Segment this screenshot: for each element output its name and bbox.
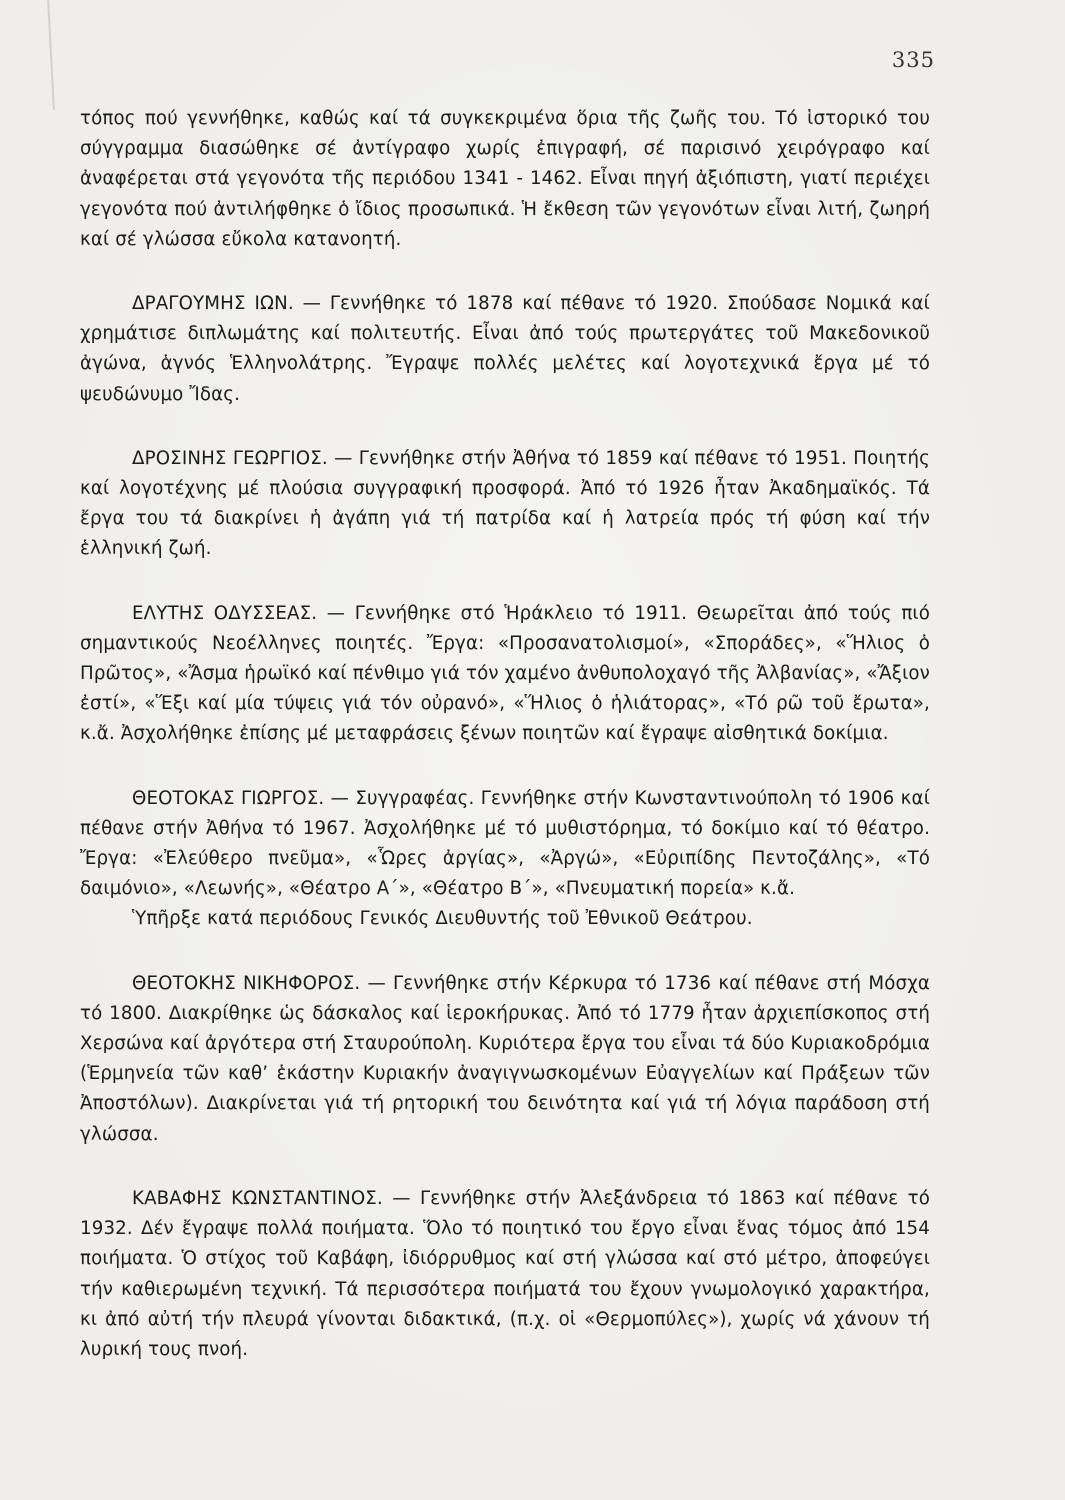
entry-text: ΚΑΒΑΦΗΣ ΚΩΝΣΤΑΝΤΙΝΟΣ. — Γεννήθηκε στήν Ἀλεξάνδρεια τό 1863 καί πέθανε τό 1932. Δέν ἔγραψε πολλά ποιήματα. Ὅλο τό ποιητικό του ἔργο εἶναι ἕνας τόμος ἀπό 154 ποιήματα. Ὁ στίχος τοῦ Καβάφη, ἰδιόρρυθμος καί στή γλώσσα καί στό μέτρο, ἀποφεύγει τήν καθιερωμένη τεχνική. Τά περισσότερα ποιήματά του ἔχουν γνωμολογικό χαρακτήρα, κι ἀπό αὐτή τήν πλευρά γίνονται διδακτικά, (π.χ. οἱ «Θερμοπύλες»), χωρίς νά χάνουν τή λυρική τους πνοή.: [80, 1187, 930, 1360]
opening-paragraph: τόπος πού γεννήθηκε, καθώς καί τά συγκεκριμένα ὅρια τῆς ζωῆς του. Τό ἱστορικό του σύγγραμμα διασώθηκε σέ ἀντίγραφο χωρίς ἐπιγραφή, σέ παρισινό χειρόγραφο καί ἀναφέρεται στά γεγονότα τῆς περιόδου 1341 - 1462. Εἶναι πηγή ἀξιόπιστη, γιατί περιέχει γεγονότα πού ἀντιλήφθηκε ὁ ἴδιος προσωπικά. Ἡ ἔκθεση τῶν γεγονότων εἶναι λιτή, ζωηρή καί σέ γλώσσα εὔκολα κατανοητή.: [80, 108, 930, 250]
text-column: [80, 104, 930, 1365]
entry-theotokas: [80, 784, 930, 935]
entry-drosinis: [80, 444, 930, 565]
entry-text: ΕΛΥΤΗΣ ΟΔΥΣΣΕΑΣ. — Γεννήθηκε στό Ἡράκλειο τό 1911. Θεωρεῖται ἀπό τούς πιό σημαντικούς Νεοέλληνες ποιητές. Ἔργα: «Προσανατολισμοί», «Σποράδες», «Ἥλιος ὁ Πρῶτος», «Ἄσμα ἡρωϊκό καί πένθιμο γιά τόν χαμένο ἀνθυπολοχαγό τῆς Ἀλβανίας», «Ἄξιον ἐστί», «Ἕξι καί μία τύψεις γιά τόν οὐρανό», «Ἥλιος ὁ ἡλιάτορας», «Τό ρῶ τοῦ ἔρωτα», κ.ἄ. Ἀσχολήθηκε ἐπίσης μέ μεταφράσεις ξένων ποιητῶν καί ἔγραψε αἰσθητικά δοκίμια.: [80, 602, 930, 745]
entry-text: ΘΕΟΤΟΚΗΣ ΝΙΚΗΦΟΡΟΣ. — Γεννήθηκε στήν Κέρκυρα τό 1736 καί πέθανε στή Μόσχα τό 1800. Διακρίθηκε ὡς δάσκαλος καί ἱεροκήρυκας. Ἀπό τό 1779 ἦταν ἀρχιεπίσκοπος στή Χερσώνα καί ἀργότερα στή Σταυρούπολη. Κυριότερα ἔργα του εἶναι τά δύο Κυριακοδρόμια (Ἑρμηνεία τῶν καθ’ ἑκάστην Κυριακήν ἀναγιγνωσκομένων Εὐαγγελίων καί Πράξεων τῶν Ἀποστόλων). Διακρίνεται γιά τή ρητορική του δεινότητα καί γιά τή λόγια παράδοση στή γλώσσα.: [80, 972, 930, 1145]
entry-text: ΔΡΟΣΙΝΗΣ ΓΕΩΡΓΙΟΣ. — Γεννήθηκε στήν Ἀθήνα τό 1859 καί πέθανε τό 1951. Ποιητής καί λογοτέχνης μέ πλούσια συγγραφική προσφορά. Ἀπό τό 1926 ἦταν Ἀκαδημαϊκός. Τά ἔργα του τά διακρίνει ἡ ἀγάπη γιά τή πατρίδα καί ἡ λατρεία πρός τή φύση καί τήν ἑλληνική ζωή.: [80, 447, 930, 560]
entry-elytis: [80, 599, 930, 750]
entry-dragoumis: [80, 289, 930, 410]
entry-note: Ὑπῆρξε κατά περιόδους Γενικός Διευθυντής τοῦ Ἐθνικοῦ Θεάτρου.: [132, 908, 753, 930]
entry-text: ΘΕΟΤΟΚΑΣ ΓΙΩΡΓΟΣ. — Συγγραφέας. Γεννήθηκε στήν Κωνσταντινούπολη τό 1906 καί πέθανε στήν Ἀθήνα τό 1967. Ἀσχολήθηκε μέ τό μυθιστόρημα, τό δοκίμιο καί τό θέατρο. Ἔργα: «Ἐλεύθερο πνεῦμα», «Ὧρες ἀργίας», «Ἀργώ», «Εὐριπίδης Πεντοζάλης», «Τό δαιμόνιο», «Λεωνής», «Θέατρο Α΄», «Θέατρο Β΄», «Πνευματική πορεία» κ.ἄ.: [80, 787, 930, 900]
entry-theotokis: [80, 969, 930, 1150]
entry-text: ΔΡΑΓΟΥΜΗΣ ΙΩΝ. — Γεννήθηκε τό 1878 καί πέθανε τό 1920. Σπούδασε Νομικά καί χρημάτισε διπλωμάτης καί πολιτευτής. Εἶναι ἀπό τούς πρωτεργάτες τοῦ Μακεδονικοῦ ἀγώνα, ἁγνός Ἑλληνολάτρης. Ἔγραψε πολλές μελέτες καί λογοτεχνικά ἔργα μέ τό ψευδώνυμο Ἴδας.: [80, 293, 930, 405]
page-edge-shadow: [47, 0, 55, 110]
page-number: 335: [891, 48, 935, 72]
entry-kavafis: [80, 1184, 930, 1365]
